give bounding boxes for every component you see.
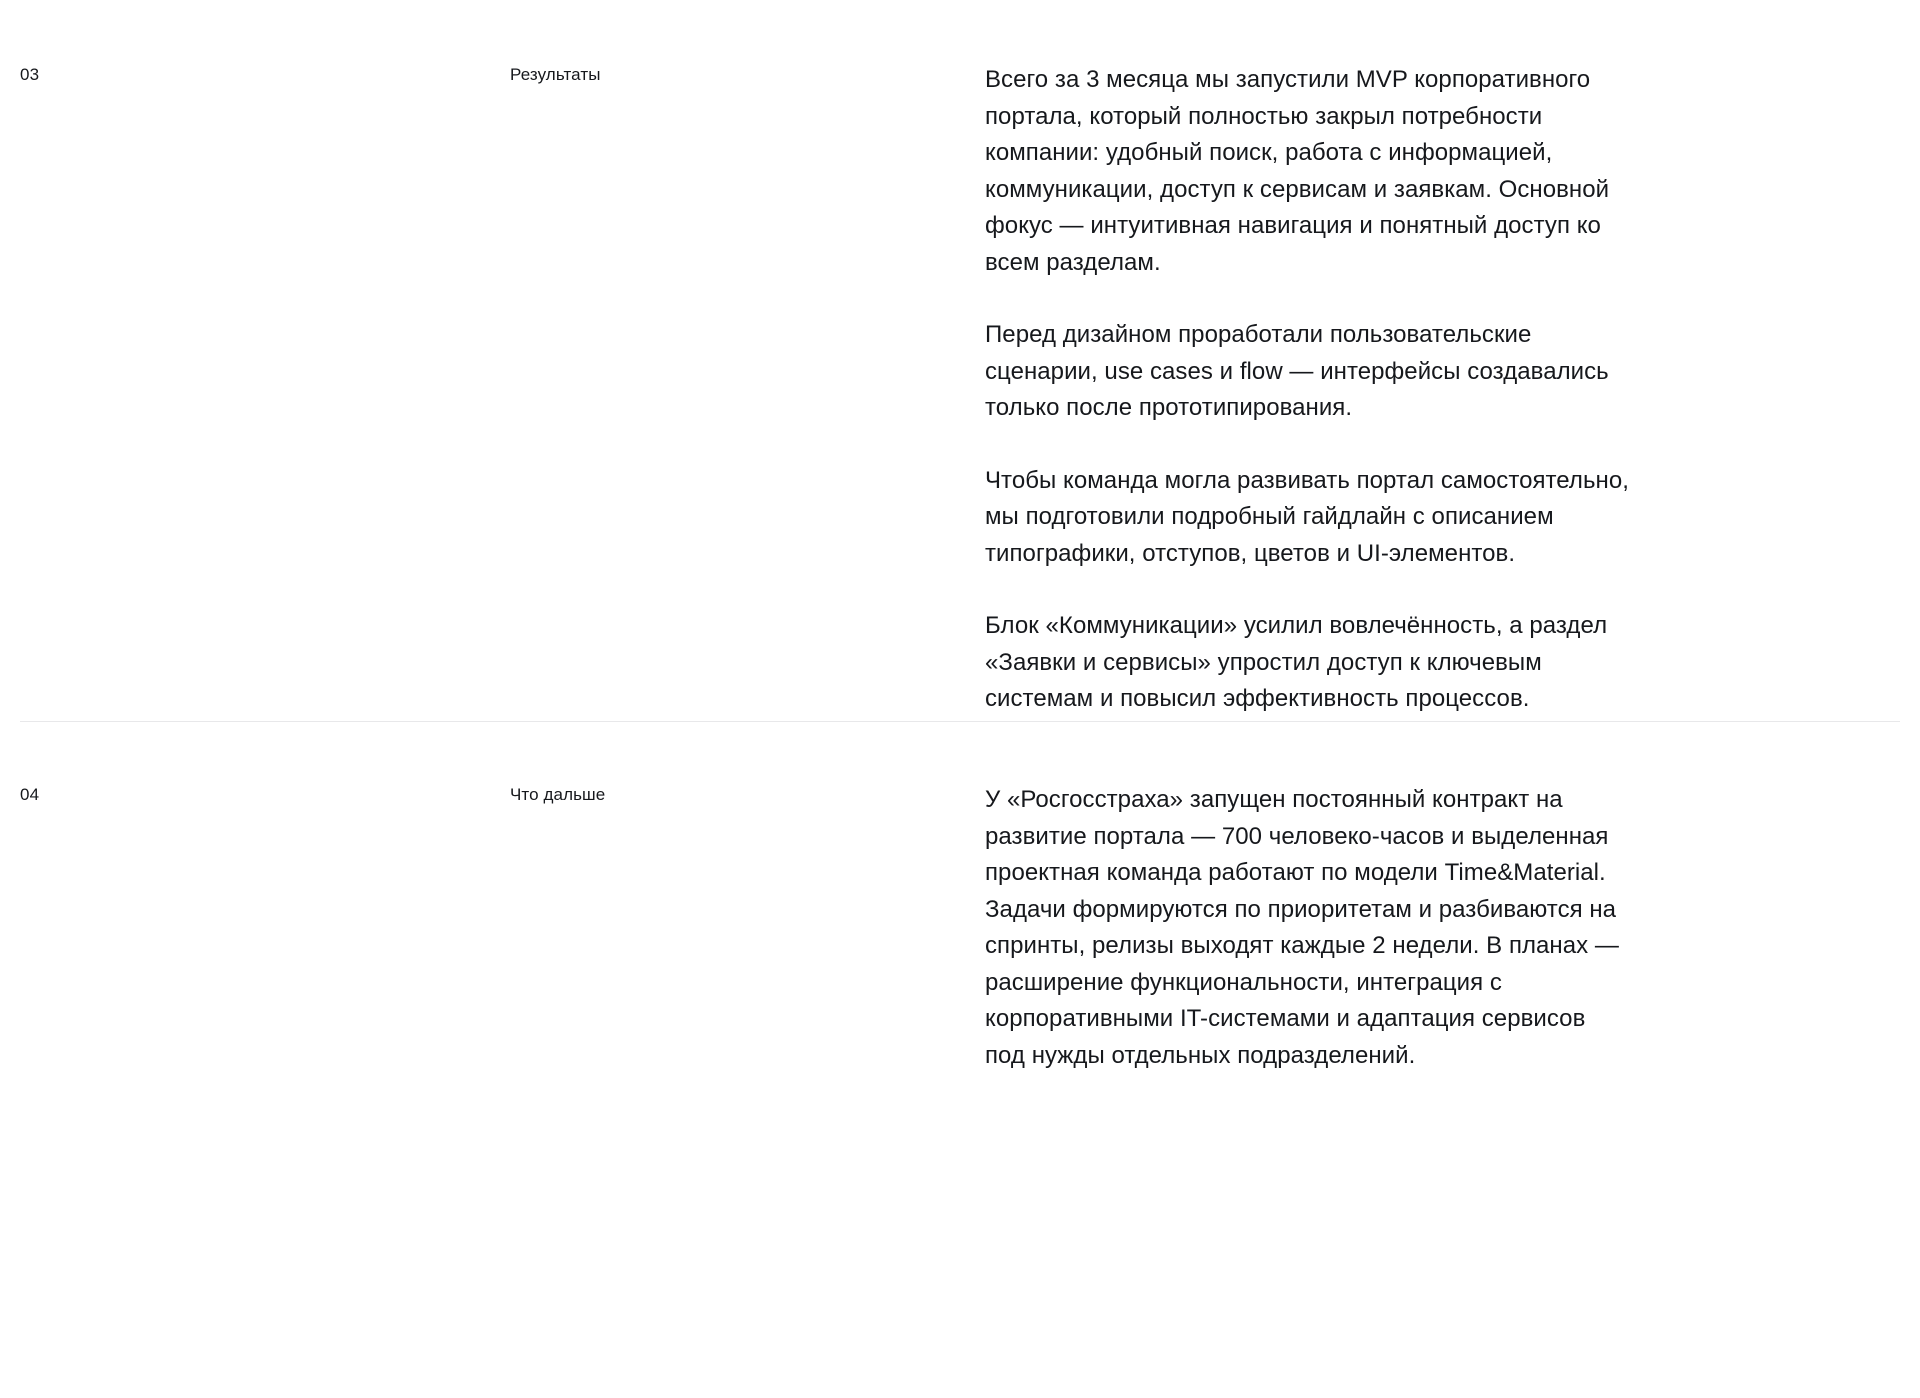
paragraph: Перед дизайном проработали пользовательские сценарии, use cases и flow — интерфейсы создавались только после прототипирования. [985, 321, 1609, 421]
paragraph: У «Росгосстраха» запущен постоянный контракт на развитие портала — 700 человеко-часов и выделенная проектная команда работают по модели Time&Material. Задачи формируются по приоритетам и разбиваются на спринты, релизы выходят каждые 2 недели. В планах — расширение функциональности, интеграция с корпоративными IT-системами и адаптация сервисов под нужды отдельных подразделений. [985, 786, 1619, 1069]
section-body-what-next [985, 782, 1670, 1074]
section-index-04: 04 [20, 785, 40, 804]
section-results [0, 62, 1920, 718]
section-divider [20, 721, 1900, 722]
section-what-next [0, 782, 1920, 1074]
paragraph: Блок «Коммуникации» усилил вовлечённость, а раздел «Заявки и сервисы» упростил доступ к ключевым системам и повысил эффективность процессов. [985, 612, 1608, 712]
paragraph: Чтобы команда могла развивать портал самостоятельно, мы подготовили подробный гайдлайн с описанием типографики, отступов, цветов и UI-элементов. [985, 466, 1629, 567]
section-body-results [985, 62, 1670, 718]
section-label-results: Результаты [510, 65, 601, 84]
paragraph: Всего за 3 месяца мы запустили MVP корпоративного портала, который полностью закрыл потребности компании: удобный поиск, работа с информацией, коммуникации, доступ к сервисам и заявкам. Основной фокус — интуитивная навигация и понятный доступ ко всем разделам. [985, 66, 1610, 276]
section-label-what-next: Что дальше [510, 785, 606, 804]
section-index-03: 03 [20, 65, 40, 84]
